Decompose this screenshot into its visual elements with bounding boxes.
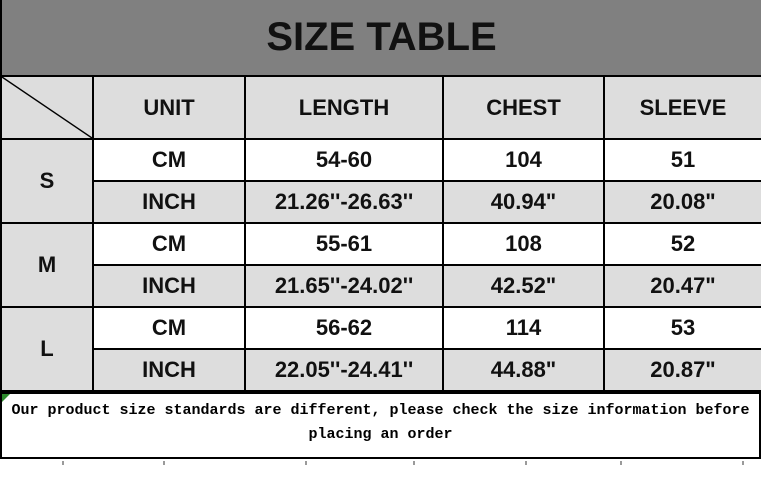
size-label-m: M bbox=[1, 223, 93, 307]
table-cell: 51 bbox=[604, 139, 761, 181]
unit-cell: CM bbox=[93, 307, 245, 349]
gridline-stub bbox=[742, 461, 744, 465]
table-cell: 55-61 bbox=[245, 223, 443, 265]
footer-note bbox=[0, 392, 761, 459]
column-header-chest: CHEST bbox=[443, 76, 604, 139]
footer-note-text: Our product size standards are different, please check the size information before placing an order bbox=[11, 402, 750, 443]
gridline-stub bbox=[413, 461, 415, 465]
table-cell: 20.87" bbox=[604, 349, 761, 391]
table-cell: 104 bbox=[443, 139, 604, 181]
table-cell: 56-62 bbox=[245, 307, 443, 349]
table-cell: 114 bbox=[443, 307, 604, 349]
diagonal-line-icon bbox=[2, 77, 92, 138]
row-l-cm bbox=[1, 307, 761, 349]
bottom-gridline-strip bbox=[0, 459, 761, 465]
row-l-inch bbox=[1, 349, 761, 391]
unit-cell: CM bbox=[93, 139, 245, 181]
corner-diagonal-cell bbox=[1, 76, 93, 139]
table-cell: 42.52" bbox=[443, 265, 604, 307]
header-row bbox=[1, 76, 761, 139]
table-cell: 20.08" bbox=[604, 181, 761, 223]
table-cell: 22.05''-24.41'' bbox=[245, 349, 443, 391]
row-m-cm bbox=[1, 223, 761, 265]
column-header-unit: UNIT bbox=[93, 76, 245, 139]
column-header-length: LENGTH bbox=[245, 76, 443, 139]
table-cell: 108 bbox=[443, 223, 604, 265]
page-title: SIZE TABLE bbox=[266, 15, 497, 59]
column-header-sleeve: SLEEVE bbox=[604, 76, 761, 139]
unit-cell: CM bbox=[93, 223, 245, 265]
unit-cell: INCH bbox=[93, 265, 245, 307]
unit-cell: INCH bbox=[93, 349, 245, 391]
size-label-l: L bbox=[1, 307, 93, 391]
size-label-s: S bbox=[1, 139, 93, 223]
size-table bbox=[0, 75, 761, 392]
table-cell: 54-60 bbox=[245, 139, 443, 181]
table-cell: 40.94" bbox=[443, 181, 604, 223]
row-s-cm bbox=[1, 139, 761, 181]
gridline-stub bbox=[62, 461, 64, 465]
table-cell: 21.65''-24.02'' bbox=[245, 265, 443, 307]
gridline-stub bbox=[305, 461, 307, 465]
gridline-stub bbox=[620, 461, 622, 465]
row-m-inch bbox=[1, 265, 761, 307]
table-cell: 44.88" bbox=[443, 349, 604, 391]
row-s-inch bbox=[1, 181, 761, 223]
unit-cell: INCH bbox=[93, 181, 245, 223]
gridline-stub bbox=[163, 461, 165, 465]
table-cell: 52 bbox=[604, 223, 761, 265]
cell-comment-marker-icon bbox=[2, 394, 10, 402]
table-cell: 21.26''-26.63'' bbox=[245, 181, 443, 223]
gridline-stub bbox=[525, 461, 527, 465]
table-cell: 53 bbox=[604, 307, 761, 349]
table-cell: 20.47" bbox=[604, 265, 761, 307]
banner bbox=[0, 0, 761, 75]
